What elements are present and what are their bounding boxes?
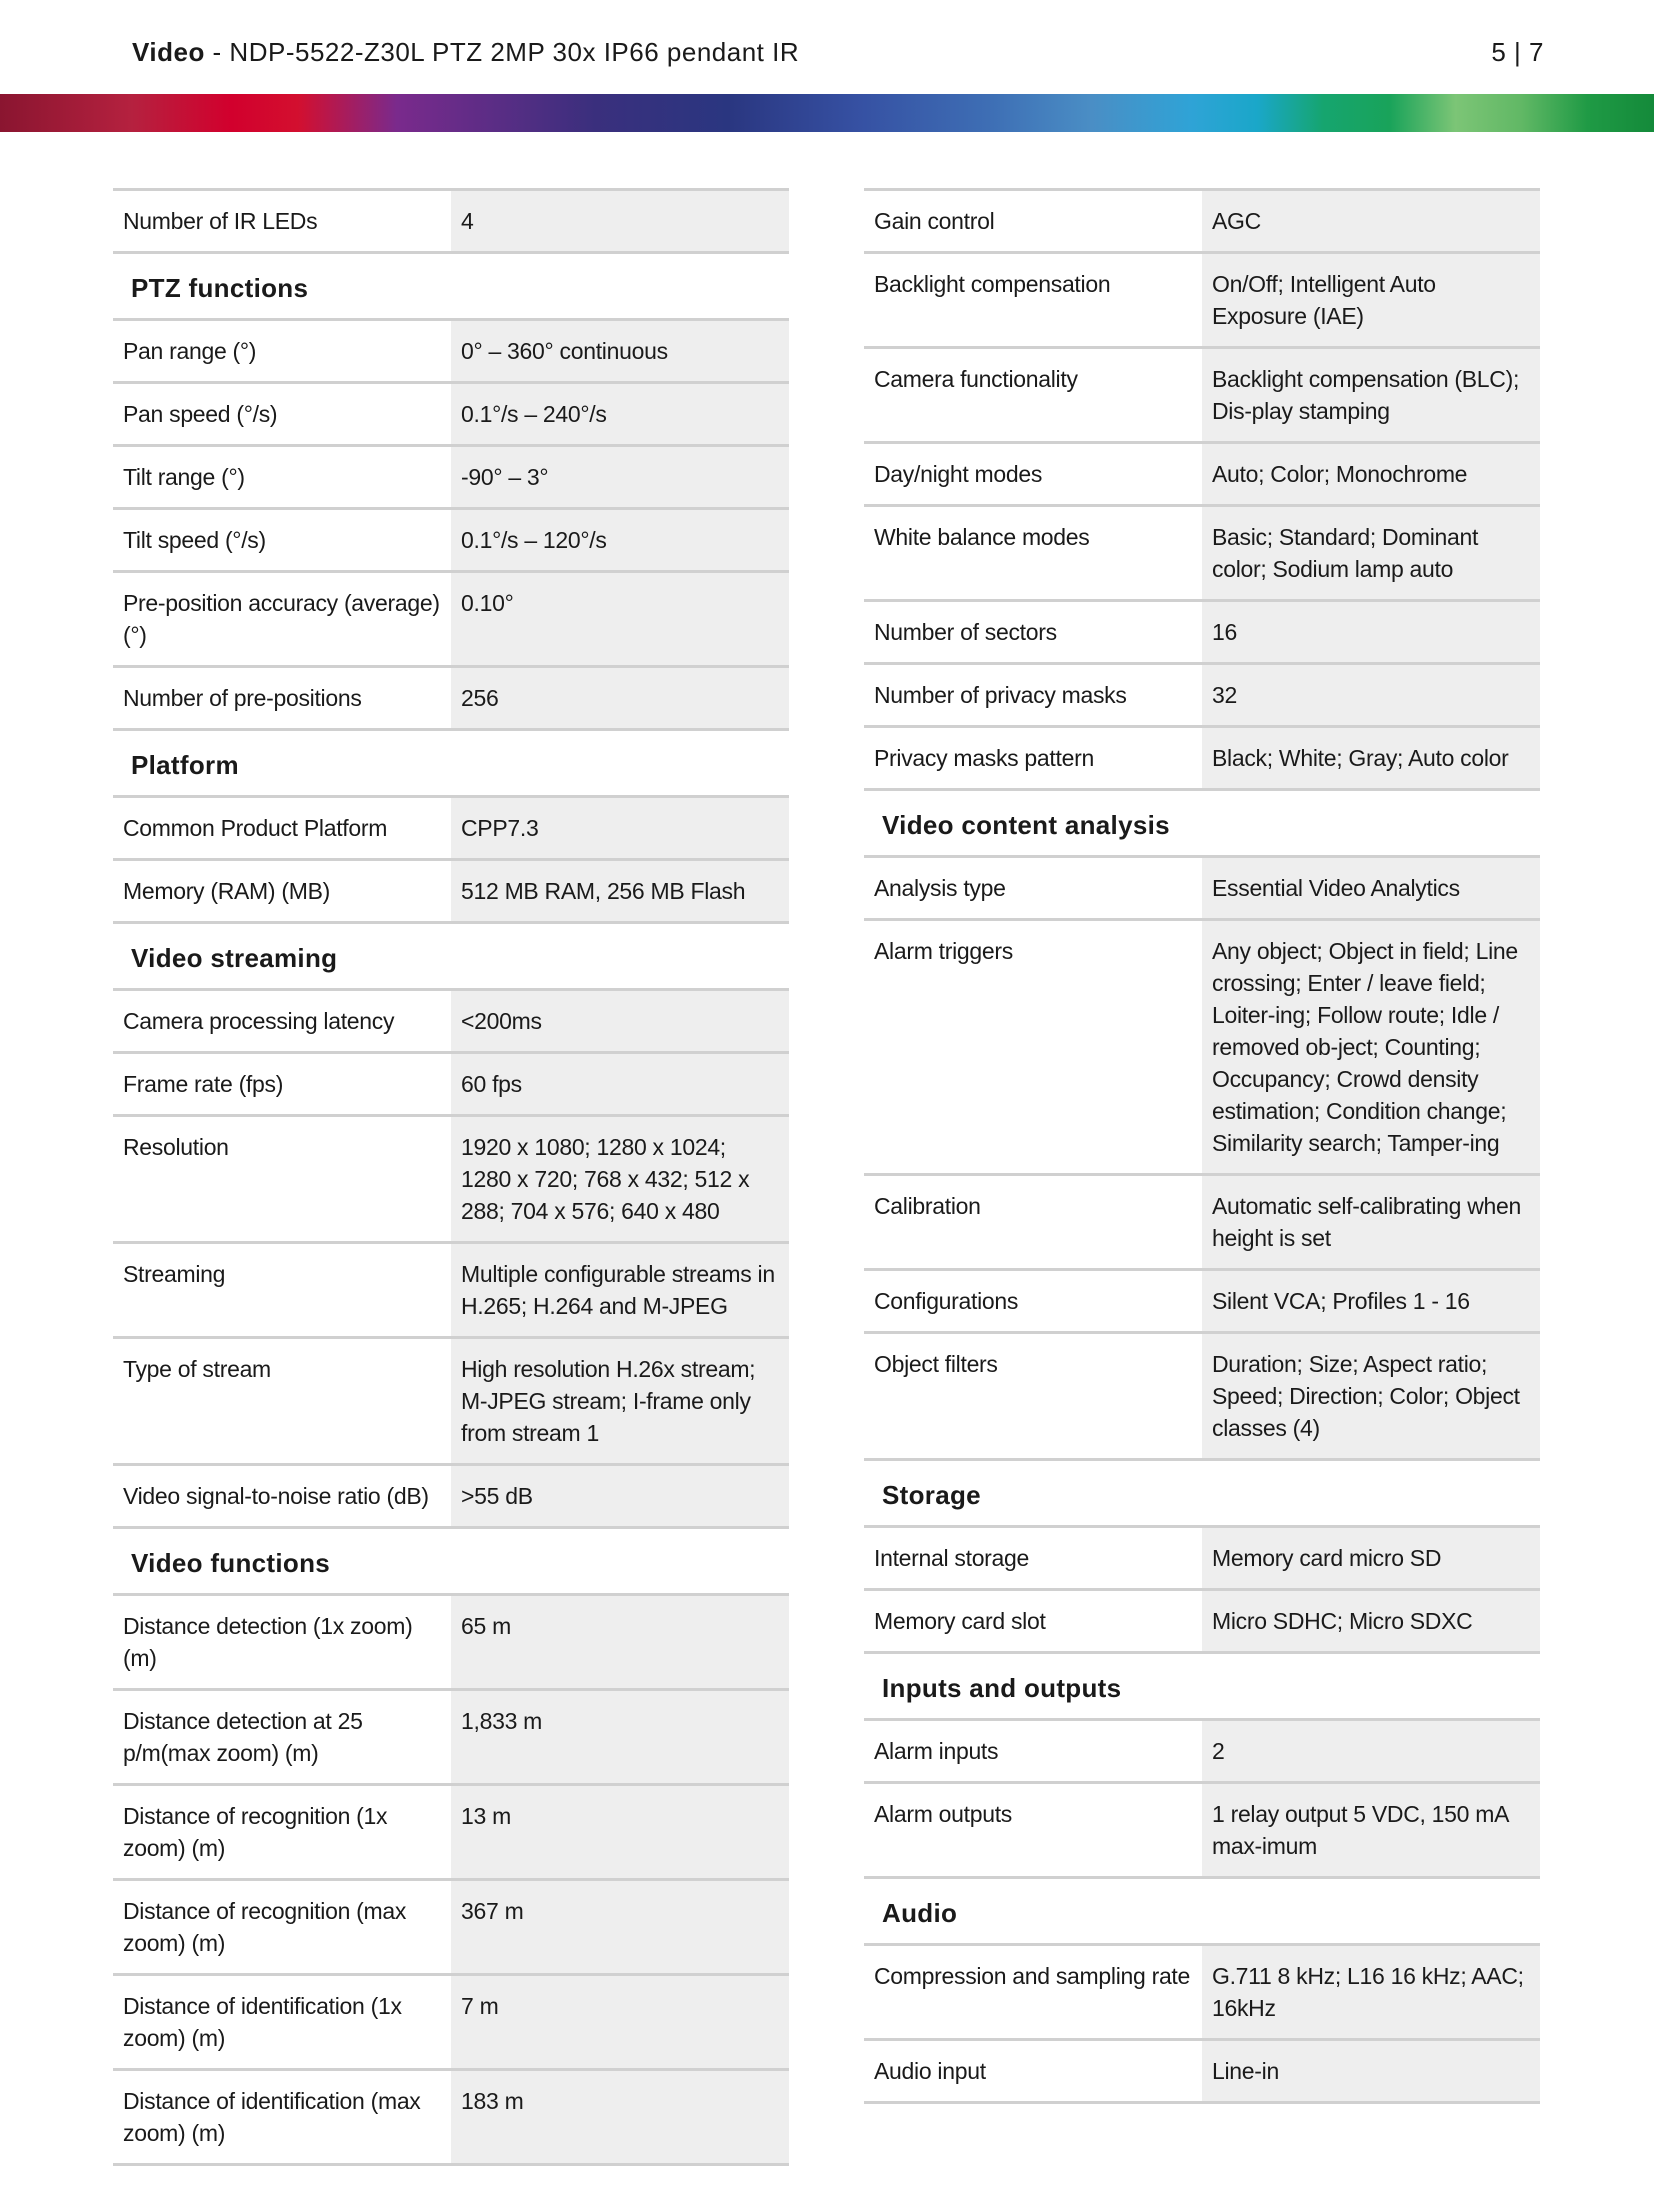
spec-row-pan-range xyxy=(113,321,789,384)
spec-value: 0.1°/s – 120°/s xyxy=(451,510,789,570)
page-number: 5 | 7 xyxy=(1491,36,1544,67)
spec-row-alarm-triggers xyxy=(864,921,1540,1176)
document-title-product: - NDP-5522-Z30L PTZ 2MP 30x IP66 pendant IR xyxy=(204,36,800,67)
spec-label: Number of pre-positions xyxy=(113,668,451,728)
spec-row-memory-card-slot xyxy=(864,1591,1540,1654)
spec-row-day-night-modes xyxy=(864,444,1540,507)
spec-row-number-of-privacy-masks xyxy=(864,665,1540,728)
spec-value: 65 m xyxy=(451,1596,789,1688)
spec-value: 16 xyxy=(1202,602,1540,662)
spec-label: Distance of identification (1x zoom) (m) xyxy=(113,1976,451,2068)
spec-label: Resolution xyxy=(113,1117,451,1241)
spec-value: Silent VCA; Profiles 1 - 16 xyxy=(1202,1271,1540,1331)
section-heading-platform: Platform xyxy=(113,731,789,798)
spec-label: Memory (RAM) (MB) xyxy=(113,861,451,921)
spec-label: Backlight compensation xyxy=(864,254,1202,346)
spec-value: 367 m xyxy=(451,1881,789,1973)
spec-row-camera-processing-latency xyxy=(113,991,789,1054)
spec-value: 60 fps xyxy=(451,1054,789,1114)
spec-label: Distance of recognition (max zoom) (m) xyxy=(113,1881,451,1973)
spec-label: Number of IR LEDs xyxy=(113,191,451,251)
spec-row-type-of-stream xyxy=(113,1339,789,1466)
spec-label: Calibration xyxy=(864,1176,1202,1268)
spec-value: 4 xyxy=(451,191,789,251)
document-title xyxy=(132,37,799,68)
spec-label: Tilt range (°) xyxy=(113,447,451,507)
spec-label: Alarm inputs xyxy=(864,1721,1202,1781)
spec-value: 256 xyxy=(451,668,789,728)
spec-label: Distance detection at 25 p/m(max zoom) (m) xyxy=(113,1691,451,1783)
spec-label: Type of stream xyxy=(113,1339,451,1463)
spec-label: Camera functionality xyxy=(864,349,1202,441)
document-title-category: Video xyxy=(132,36,205,67)
spec-label: Analysis type xyxy=(864,858,1202,918)
spec-value: 1 relay output 5 VDC, 150 mA max-imum xyxy=(1202,1784,1540,1876)
spec-row-distance-detection-1x-zoom-m xyxy=(113,1596,789,1691)
spec-label: Pan range (°) xyxy=(113,321,451,381)
spec-row-white-balance-modes xyxy=(864,507,1540,602)
spec-label: Gain control xyxy=(864,191,1202,251)
spec-row-pan-speed-s xyxy=(113,384,789,447)
spec-row-distance-of-identification-max-zoom-m xyxy=(113,2071,789,2166)
spec-value: On/Off; Intelligent Auto Exposure (IAE) xyxy=(1202,254,1540,346)
spec-value: Micro SDHC; Micro SDXC xyxy=(1202,1591,1540,1651)
spec-row-backlight-compensation xyxy=(864,254,1540,349)
spec-value: G.711 8 kHz; L16 16 kHz; AAC; 16kHz xyxy=(1202,1946,1540,2038)
spec-row-alarm-outputs xyxy=(864,1784,1540,1879)
spec-label: Distance of recognition (1x zoom) (m) xyxy=(113,1786,451,1878)
spec-row-streaming xyxy=(113,1244,789,1339)
spec-row-video-signal-to-noise-ratio-db xyxy=(113,1466,789,1529)
spec-label: Pan speed (°/s) xyxy=(113,384,451,444)
page-header xyxy=(132,30,1544,74)
spec-value: 1,833 m xyxy=(451,1691,789,1783)
brand-color-band xyxy=(0,94,1654,132)
spec-value: 7 m xyxy=(451,1976,789,2068)
spec-value: Memory card micro SD xyxy=(1202,1528,1540,1588)
spec-label: Pre-position accuracy (average) (°) xyxy=(113,573,451,665)
spec-label: Number of privacy masks xyxy=(864,665,1202,725)
spec-value: High resolution H.26x stream; M-JPEG stream; I-frame only from stream 1 xyxy=(451,1339,789,1463)
spec-value: 1920 x 1080; 1280 x 1024; 1280 x 720; 768 x 432; 512 x 288; 704 x 576; 640 x 480 xyxy=(451,1117,789,1241)
spec-row-distance-detection-at-25-p-m-max-zoom-m xyxy=(113,1691,789,1786)
spec-value: Any object; Object in field; Line crossing; Enter / leave field; Loiter-ing; Follow route; Idle / removed ob-ject; Counting; Occupancy; Crowd density estimation; Condition change; Similarity search; Tamper-ing xyxy=(1202,921,1540,1173)
spec-row-pre-position-accuracy-average xyxy=(113,573,789,668)
spec-value: <200ms xyxy=(451,991,789,1051)
spec-value: 512 MB RAM, 256 MB Flash xyxy=(451,861,789,921)
spec-value: Automatic self-calibrating when height is set xyxy=(1202,1176,1540,1268)
spec-value: AGC xyxy=(1202,191,1540,251)
spec-row-alarm-inputs xyxy=(864,1721,1540,1784)
spec-value: Multiple configurable streams in H.265; H.264 and M-JPEG xyxy=(451,1244,789,1336)
spec-label: Distance detection (1x zoom) (m) xyxy=(113,1596,451,1688)
spec-value: 0° – 360° continuous xyxy=(451,321,789,381)
spec-row-object-filters xyxy=(864,1334,1540,1461)
spec-value: CPP7.3 xyxy=(451,798,789,858)
spec-value: -90° – 3° xyxy=(451,447,789,507)
spec-row-tilt-speed-s xyxy=(113,510,789,573)
spec-row-common-product-platform xyxy=(113,798,789,861)
spec-label: Video signal-to-noise ratio (dB) xyxy=(113,1466,451,1526)
spec-value: Black; White; Gray; Auto color xyxy=(1202,728,1540,788)
spec-label: Alarm outputs xyxy=(864,1784,1202,1876)
section-heading-inputs-and-outputs: Inputs and outputs xyxy=(864,1654,1540,1721)
section-heading-video-content-analysis: Video content analysis xyxy=(864,791,1540,858)
spec-value: Basic; Standard; Dominant color; Sodium lamp auto xyxy=(1202,507,1540,599)
spec-label: Memory card slot xyxy=(864,1591,1202,1651)
spec-label: Object filters xyxy=(864,1334,1202,1458)
spec-label: Streaming xyxy=(113,1244,451,1336)
spec-label: Compression and sampling rate xyxy=(864,1946,1202,2038)
spec-value: 0.1°/s – 240°/s xyxy=(451,384,789,444)
section-heading-ptz-functions: PTZ functions xyxy=(113,254,789,321)
spec-value: 13 m xyxy=(451,1786,789,1878)
spec-value: Backlight compensation (BLC); Dis-play stamping xyxy=(1202,349,1540,441)
spec-row-resolution xyxy=(113,1117,789,1244)
spec-label: Configurations xyxy=(864,1271,1202,1331)
spec-row-number-of-pre-positions xyxy=(113,668,789,731)
spec-row-memory-ram-mb xyxy=(113,861,789,924)
spec-value: 32 xyxy=(1202,665,1540,725)
spec-row-distance-of-recognition-1x-zoom-m xyxy=(113,1786,789,1881)
spec-row-number-of-ir-leds xyxy=(113,191,789,254)
spec-value: Duration; Size; Aspect ratio; Speed; Direction; Color; Object classes (4) xyxy=(1202,1334,1540,1458)
spec-value: 2 xyxy=(1202,1721,1540,1781)
spec-table-right xyxy=(864,188,1540,2104)
spec-label: Common Product Platform xyxy=(113,798,451,858)
spec-row-configurations xyxy=(864,1271,1540,1334)
spec-label: Frame rate (fps) xyxy=(113,1054,451,1114)
spec-row-calibration xyxy=(864,1176,1540,1271)
section-heading-storage: Storage xyxy=(864,1461,1540,1528)
spec-label: Privacy masks pattern xyxy=(864,728,1202,788)
spec-row-gain-control xyxy=(864,191,1540,254)
spec-label: Alarm triggers xyxy=(864,921,1202,1173)
spec-row-audio-input xyxy=(864,2041,1540,2104)
spec-value: 183 m xyxy=(451,2071,789,2163)
section-heading-audio: Audio xyxy=(864,1879,1540,1946)
spec-value: 0.10° xyxy=(451,573,789,665)
spec-label: Internal storage xyxy=(864,1528,1202,1588)
spec-table-left xyxy=(113,188,789,2166)
spec-label: Number of sectors xyxy=(864,602,1202,662)
spec-label: Tilt speed (°/s) xyxy=(113,510,451,570)
spec-row-analysis-type xyxy=(864,858,1540,921)
spec-row-internal-storage xyxy=(864,1528,1540,1591)
section-heading-video-functions: Video functions xyxy=(113,1529,789,1596)
spec-value: Auto; Color; Monochrome xyxy=(1202,444,1540,504)
spec-value: >55 dB xyxy=(451,1466,789,1526)
spec-value: Essential Video Analytics xyxy=(1202,858,1540,918)
section-heading-video-streaming: Video streaming xyxy=(113,924,789,991)
spec-value: Line-in xyxy=(1202,2041,1540,2101)
spec-row-distance-of-identification-1x-zoom-m xyxy=(113,1976,789,2071)
spec-row-frame-rate-fps xyxy=(113,1054,789,1117)
spec-row-number-of-sectors xyxy=(864,602,1540,665)
spec-label: White balance modes xyxy=(864,507,1202,599)
spec-row-tilt-range xyxy=(113,447,789,510)
spec-row-distance-of-recognition-max-zoom-m xyxy=(113,1881,789,1976)
spec-row-privacy-masks-pattern xyxy=(864,728,1540,791)
spec-label: Camera processing latency xyxy=(113,991,451,1051)
spec-label: Audio input xyxy=(864,2041,1202,2101)
spec-row-compression-and-sampling-rate xyxy=(864,1946,1540,2041)
spec-row-camera-functionality xyxy=(864,349,1540,444)
spec-label: Day/night modes xyxy=(864,444,1202,504)
spec-label: Distance of identification (max zoom) (m) xyxy=(113,2071,451,2163)
